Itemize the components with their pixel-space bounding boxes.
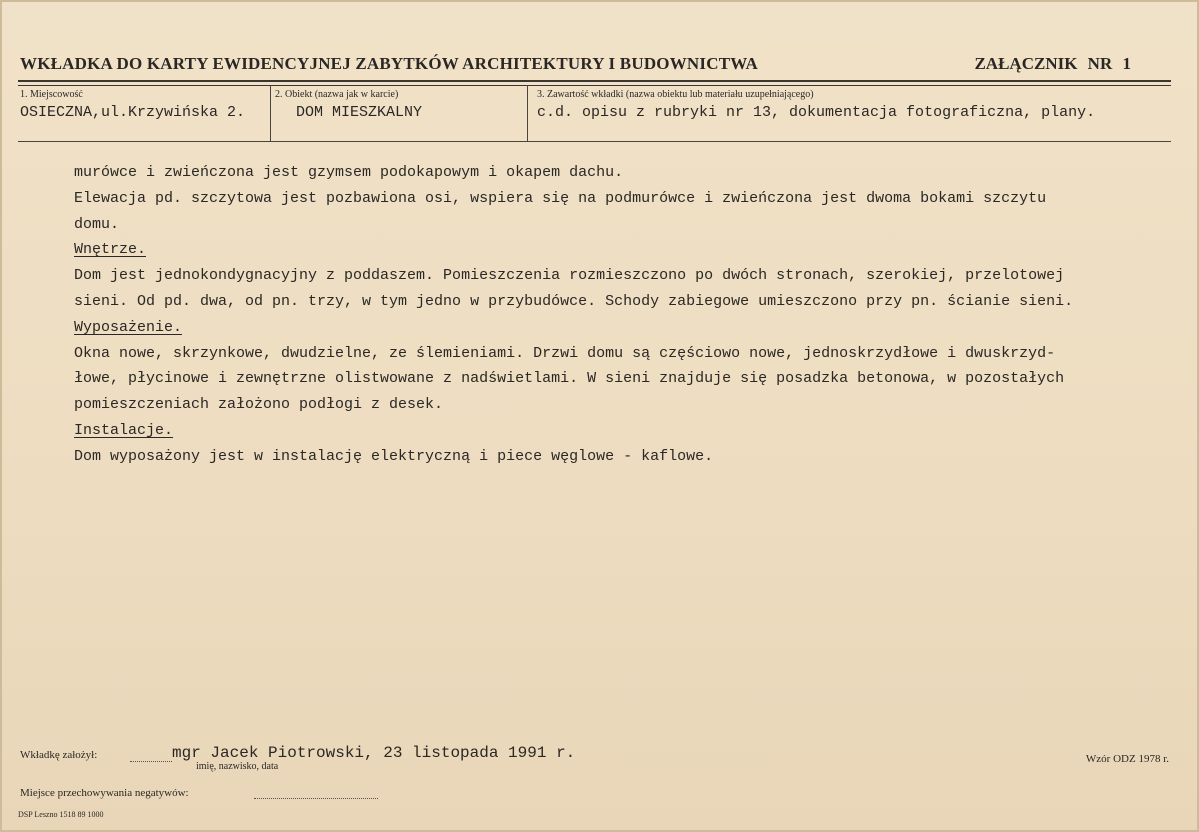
body-line: Dom wyposażony jest w instalację elektryczną i piece węglowe - kaflowe. xyxy=(74,447,714,465)
contents-value: c.d. opisu z rubryki nr 13, dokumentacja fotograficzna, plany. xyxy=(537,104,1096,121)
section-heading-equipment: Wyposażenie. xyxy=(74,318,183,336)
body-line: Elewacja pd. szczytowa jest pozbawiona osi, wspiera się na podmurówce i zwieńczona jest dwoma bokami szczytu xyxy=(74,189,1047,207)
card-title: WKŁADKA DO KARTY EWIDENCYJNEJ ZABYTKÓW ARCHITEKTURY I BUDOWNICTWA xyxy=(20,54,759,73)
description-body xyxy=(74,160,1194,470)
body-line: Okna nowe, skrzynkowe, dwudzielne, ze ślemieniami. Drzwi domu są częściowo nowe, jednoskrzydłowe i dwuskrzyd- xyxy=(74,344,1056,362)
header-rule-thin xyxy=(18,85,1171,86)
location-label: 1. Miejscowość xyxy=(20,89,83,100)
object-value: DOM MIESZKALNY xyxy=(296,104,423,121)
section-heading-installations: Instalacje. xyxy=(74,421,174,439)
section-heading-interior: Wnętrze. xyxy=(74,241,147,259)
header-rule xyxy=(18,80,1171,82)
body-line: murówce i zwieńczona jest gzymsem podokapowym i okapem dachu. xyxy=(74,164,624,181)
body-line: łowe, płycinowe i zewnętrzne olistwowane z nadświetlami. W sieni znajduje się posadzka betonowa, w pozostałych xyxy=(74,370,1065,388)
annex-number: ZAŁĄCZNIK NR 1 xyxy=(974,54,1131,73)
location-value: OSIECZNA,ul.Krzywińska 2. xyxy=(20,104,246,121)
fields-bottom-rule xyxy=(18,141,1171,142)
author-label: Wkładkę założył: xyxy=(20,749,98,761)
field-divider-1 xyxy=(270,85,271,141)
contents-label: 3. Zawartość wkładki (nazwa obiektu lub materiału uzupełniającego) xyxy=(537,89,814,100)
field-divider-2 xyxy=(527,85,528,141)
object-label: 2. Obiekt (nazwa jak w karcie) xyxy=(275,89,399,100)
body-line: sieni. Od pd. dwa, od pn. trzy, w tym jedno w przybudówce. Schody zabiegowe umieszczono przy pn. ścianie sieni. xyxy=(74,292,1074,310)
body-line: domu. xyxy=(74,215,120,233)
author-value: mgr Jacek Piotrowski, 23 listopada 1991 r. xyxy=(172,744,576,762)
storage-label: Miejsce przechowywania negatywów: xyxy=(20,787,189,799)
author-dotted-line xyxy=(130,761,172,762)
storage-dotted-line xyxy=(254,798,378,799)
form-reference: Wzór ODZ 1978 r. xyxy=(1085,753,1169,765)
printer-imprint: DSP Leszno 1518 89 1000 xyxy=(18,810,104,819)
body-line: pomieszczeniach założono podłogi z desek. xyxy=(74,396,444,414)
author-caption: imię, nazwisko, data xyxy=(196,761,279,772)
body-line: Dom jest jednokondygnacyjny z poddaszem. Pomieszczenia rozmieszczono po dwóch stronach, szerokiej, przelotowej xyxy=(74,267,1065,285)
